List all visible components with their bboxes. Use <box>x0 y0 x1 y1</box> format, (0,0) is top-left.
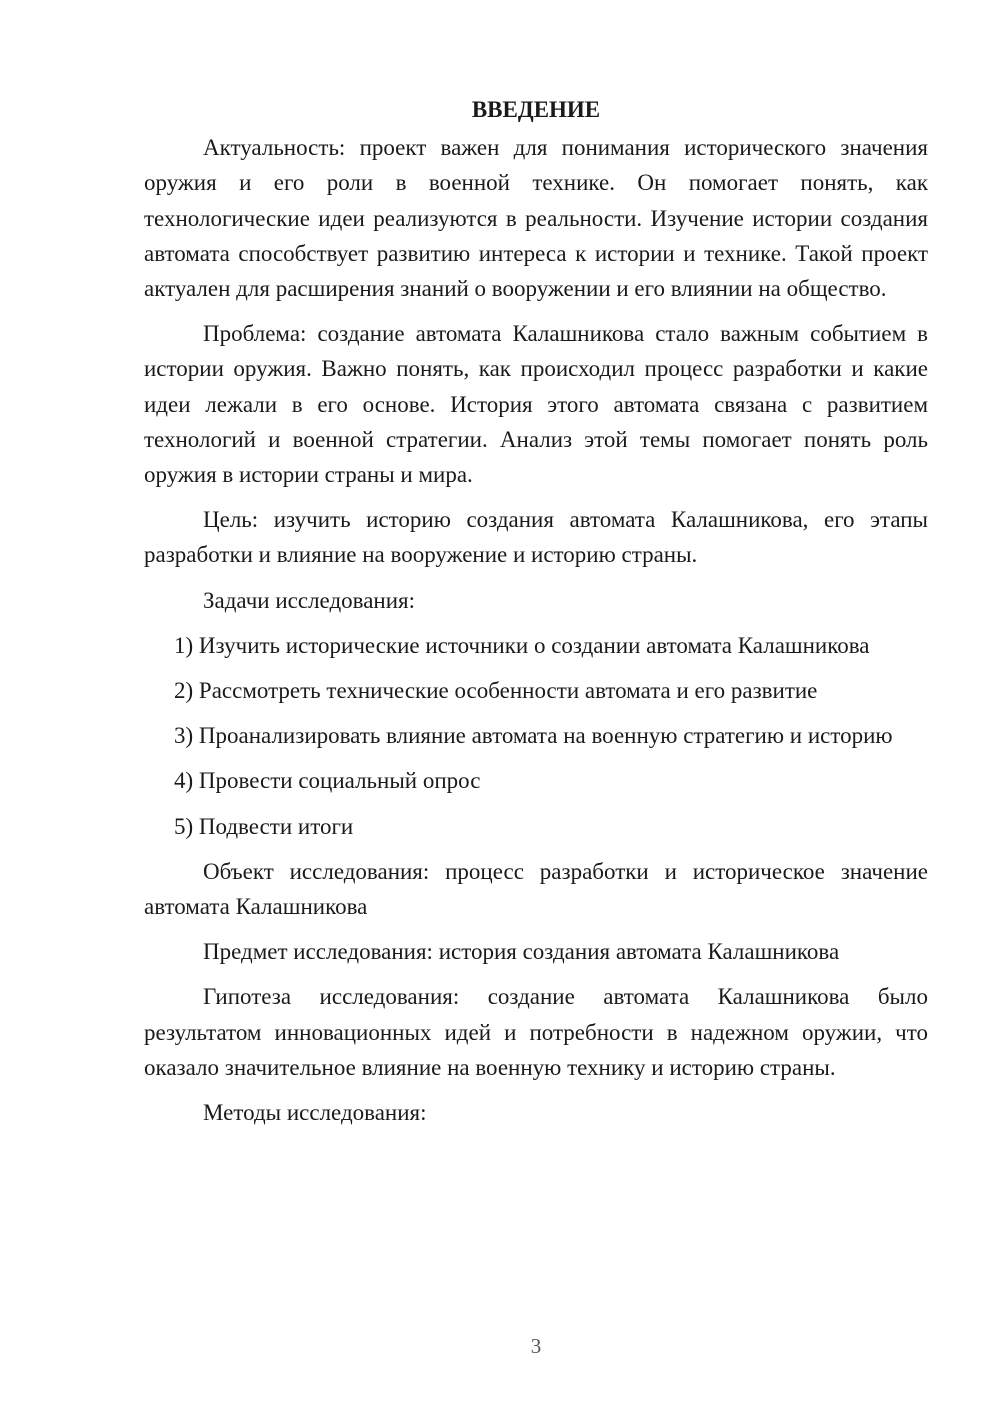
page-content <box>144 92 928 1140</box>
task-item-2: 2) Рассмотреть технические особенности автомата и его развитие <box>174 678 818 704</box>
page-number: 3 <box>530 1334 542 1358</box>
tasks-heading: Задачи исследования: <box>203 587 416 613</box>
subject-paragraph: Предмет исследования: история создания автомата Калашникова <box>203 939 840 965</box>
hypothesis-paragraph: Гипотеза исследования: создание автомата Калашникова было результатом инновационных идей и потребности в надежном оружии, что оказало значительное влияние на военную технику и историю страны. <box>144 984 928 1080</box>
object-paragraph: Объект исследования: процесс разработки и историческое значение автомата Калашникова <box>144 858 928 920</box>
problem-paragraph: Проблема: создание автомата Калашникова стало важным событием в истории оружия. Важно понять, как происходил процесс разработки и какие идеи лежали в его основе. История этого автомата связана с развитием технологий и военной стратегии. Анализ этой темы помогает понять роль оружия в истории страны и мира. <box>144 321 928 488</box>
task-item-5: 5) Подвести итоги <box>174 813 354 839</box>
section-title: ВВЕДЕНИЕ <box>471 97 601 122</box>
task-item-4: 4) Провести социальный опрос <box>174 768 481 794</box>
goal-paragraph: Цель: изучить историю создания автомата Калашникова, его этапы разработки и влияние на вооружение и историю страны. <box>144 507 928 568</box>
task-item-3: 3) Проанализировать влияние автомата на военную стратегию и историю <box>174 723 893 749</box>
relevance-paragraph: Актуальность: проект важен для понимания исторического значения оружия и его роли в военной технике. Он помогает понять, как технологические идеи реализуются в реальности. Изучение истории создания автомата способствует развитию интереса к истории и технике. Такой проект актуален для расширения знаний о вооружении и его влиянии на общество. <box>144 135 928 302</box>
methods-heading: Методы исследования: <box>203 1100 427 1126</box>
task-item-1: 1) Изучить исторические источники о создании автомата Калашникова <box>174 632 870 658</box>
